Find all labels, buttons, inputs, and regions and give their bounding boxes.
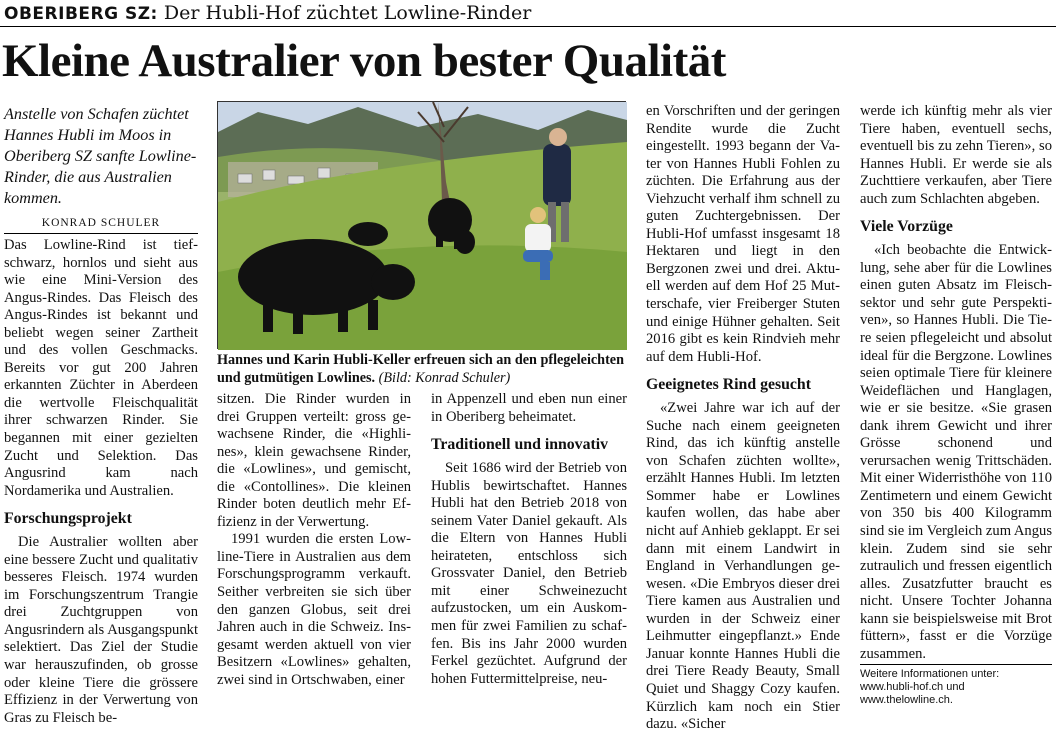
subhead-viele-vorzuege: Viele Vorzüge bbox=[860, 218, 953, 236]
column-2-paragraph-1: sitzen. Die Rinder wurden in drei Gruppen verteilt: gross gewachsene Rinder, die «Highlines», klein gewachsene Rinder, die «Lowlines», und gemischt, die «Contollines». Die kleinen Rinder boten deutlich mehr Effizienz in der Verwertung. bbox=[217, 391, 411, 530]
column-1-paragraph-2: Die Australier wollten aber eine bessere Zucht und qualitativ besseres Fleisch. 1974 wurden im Forschungszentrum Trangie drei Zuchtgruppen von Angusrindern als Ausgangspunkt selektiert. Das Ziel der Studie war herauszufinden, ob grosse oder kleine Tiere die grössere Effizienz in der Verwertung von Gras zu Fleisch be- bbox=[4, 534, 198, 726]
column-5-paragraph-1: werde ich künftig mehr als vier Tiere haben, eventuell sechs, eventuell bis zu zehn Tieren», so Hannes Hubli. Er werde sie als Zuchttiere verkaufen, aber Tiere auch zum Schlachten abgeben. bbox=[860, 103, 1052, 207]
column-3 bbox=[431, 391, 627, 688]
column-4 bbox=[646, 103, 840, 734]
subhead-geeignetes-rind-gesucht: Geeignetes Rind gesucht bbox=[646, 376, 811, 394]
header-rule bbox=[0, 26, 1056, 27]
column-3-paragraph-1: Seit 1686 wird der Betrieb von Hublis bewirtschaftet. Hannes Hubli hat den Betrieb 2018 von seinem Vater Daniel gekauft. Als die Eltern von Hannes Hubli heirateten, entschloss sich Grossvater Daniel, den Betrieb mit einer Schweinezucht aufzustocken, um ein Auskommen für zwei Familien zu schaffen. Bis ins Jahr 2000 wurden Ferkel gezüchtet. Aufgrund der hohen Futtermittelpreise, neu- bbox=[431, 460, 627, 687]
column-4-paragraph-2: «Zwei Jahre war ich auf der Suche nach einem geeigneten Rind, das ich künftig anstelle von Schafen züchten wollte», erzählt Hannes Hubli. Im letzten Sommer habe er Lowlines kaufen wollen, das habe aber nicht auf Anhieb geklappt. Er sei dann mit einem Landwirt in England in Verhandlungen gewesen. «Die Embryos dieser drei Tiere kamen aus Australien und wurden in der Schweiz einer Leihmutter eingepflanzt.» Ende Januar konnte Hannes Hubli die drei Tiere Ready Beauty, Small Quiet und Shaggy Cozy kaufen. Kürzlich kam noch ein Stier dazu. «Sicher bbox=[646, 400, 840, 733]
subhead-traditionell-und-innovativ: Traditionell und innovativ bbox=[431, 436, 609, 454]
photo-credit: (Bild: Konrad Schuler) bbox=[378, 369, 511, 386]
column-2 bbox=[217, 391, 411, 689]
column-1-paragraph-1: Das Lowline-Rind ist tiefschwarz, hornlos und sieht aus wie eine Mini-Version des Angus-Rindes. Das Fleisch des Angus-Rindes ist bekannt und beliebt wegen seiner Zartheit und des vollen Geschmacks. Bereits vor gut 200 Jahren erkannten Züchter in Aberdeen die wertvolle Fleischqualität ihrer schwarzen Rinder. Sie begannen mit einer gezielten Zucht und Selektion. Das Angusrind kam nach Nordamerika und Australien. bbox=[4, 237, 198, 499]
article-kicker bbox=[4, 2, 531, 25]
cattle-photo bbox=[217, 101, 626, 349]
subhead-forschungsprojekt: Forschungsprojekt bbox=[4, 510, 132, 528]
byline: KONRAD SCHULER bbox=[41, 217, 161, 229]
column-5-paragraph-2: «Ich beobachte die Entwicklung, sehe aber für die Lowlines einen guten Absatz im Fleischsektor und sehr gute Perspektiven», so Hannes Hubli. Die Tiere seien pflegeleicht und absolut ideal für die Bergzone. Lowlines seien optimale Tiere für kleinere Weideflächen und Hanglagen, wie er sie besitze. «Sie grasen dank ihrem Gewicht und ihrer Grösse schonend und verursachen wenig Trittschäden. Mit einer Widerristhöhe von 110 Zentimetern und einem Gewicht von 350 bis 400 Kilogramm sind sie im Vergleich zum Angus klein. Zudem sind sie sehr zutraulich und fressen eigentlich alles. Zusatzfutter braucht es nicht. Unsere Tochter Johanna kann sie beispielsweise mit Brot füttern», fasst er die Vorzüge zusammen. bbox=[860, 242, 1053, 662]
column-1 bbox=[4, 237, 198, 727]
lead-paragraph: Anstelle von Schafen züchtet Hannes Hubli im Moos in Oberiberg SZ sanfte Lowline-Rinder, die aus Australien kommen. bbox=[4, 105, 197, 207]
footer-info: Weitere Informationen unter: www.hubli-hof.ch und www.thelowline.ch. bbox=[860, 668, 1000, 706]
byline-rule bbox=[4, 233, 198, 234]
photo-caption bbox=[217, 352, 625, 387]
footer-rule bbox=[860, 664, 1052, 665]
photo-of-cattle-and-farmers-icon bbox=[218, 102, 627, 350]
column-5 bbox=[860, 103, 1052, 663]
column-2-paragraph-2: 1991 wurden die ersten Lowline-Tiere in Australien aus dem Forschungsprogramm verkauft. Seither verbreiten sie sich über den ganzen Globus, seit drei Jahren auch in die Schweiz. Insgesamt werden aktuell von vier Besitzern «Lowlines» gehalten, zwei sind in Ortschwaben, einer bbox=[217, 531, 411, 688]
kicker-text: Der Hubli-Hof züchtet Lowline-Rinder bbox=[163, 2, 532, 24]
column-4-paragraph-1: en Vorschriften und der geringen Rendite wurde die Zucht eingestellt. 1993 begann der Vater von Hannes Hubli Fohlen zu züchten. Die Erfahrung aus der Viehzucht verhalf ihm schnell zu guten Zuchtergebnissen. Der Hubli-Hof umfasst insgesamt 18 Hektaren und liegt in den Bergzonen zwei und drei. Aktuell werden auf dem Hof 25 Mutterschafe, vier Freiberger Stuten und einige Hühner gehalten. Seit 2016 gibt es kein Rindvieh mehr auf dem Hubli-Hof. bbox=[646, 103, 840, 365]
kicker-location: OBERIBERG SZ: bbox=[4, 4, 158, 24]
column-3-paragraph-0: in Appenzell und eben nun einer in Oberiberg beheimatet. bbox=[431, 391, 627, 425]
headline: Kleine Australier von bester Qualität bbox=[2, 35, 726, 87]
caption-text: Hannes und Karin Hubli-Keller erfreuen sich an den pflegeleichten und gutmütigen Lowlines. bbox=[217, 352, 624, 386]
